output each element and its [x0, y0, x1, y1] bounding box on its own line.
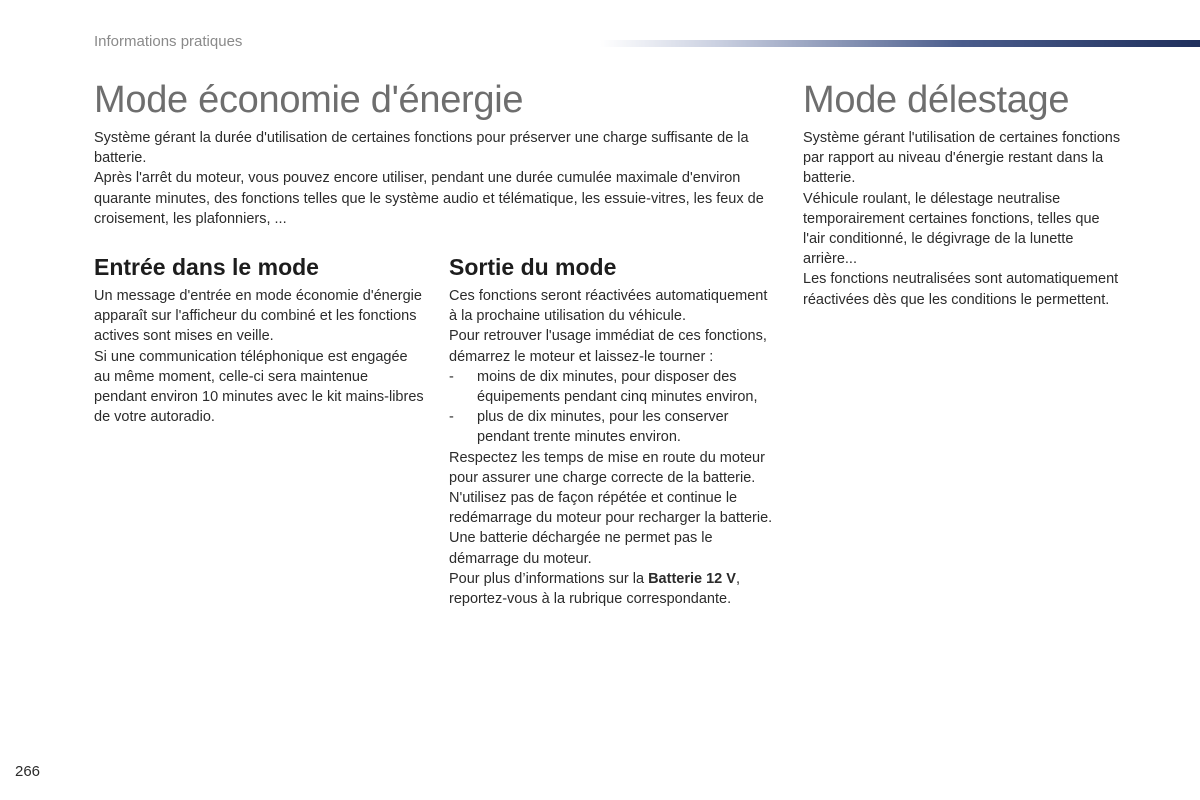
entry-mode-body [94, 286, 424, 427]
exit-mode-para-6-suffix: , reportez-vous à la rubrique correspondante. [449, 570, 740, 608]
exit-mode-para-5: Une batterie déchargée ne permet pas le démarrage du moteur. [449, 530, 713, 567]
dash-marker: - [449, 368, 454, 385]
exit-mode-para-2: Pour retrouver l'usage immédiat de ces fonctions, démarrez le moteur et laissez-le tourner : [449, 328, 767, 365]
exit-mode-para-3: Respectez les temps de mise en route du moteur pour assurer une charge correcte de la batterie. [449, 449, 765, 486]
load-shedding-para-1: Système gérant l'utilisation de certaines fonctions par rapport au niveau d'énergie restant dans la batterie. [803, 130, 1121, 187]
exit-mode-bullet-1-text: moins de dix minutes, pour disposer des équipements pendant cinq minutes environ, [477, 368, 758, 406]
exit-mode-para-1: Ces fonctions seront réactivées automatiquement à la prochaine utilisation du véhicule. [449, 288, 768, 325]
exit-mode-para-4: N'utilisez pas de façon répétée et continue le redémarrage du moteur pour recharger la batterie. [449, 490, 773, 527]
load-shedding-body [803, 128, 1125, 310]
dash-marker: - [449, 409, 454, 426]
entry-mode-para-1: Un message d'entrée en mode économie d'énergie apparaît sur l'afficheur du combiné et les fonctions actives sont mises en veille. [94, 288, 422, 345]
entry-mode-title: Entrée dans le mode [94, 254, 319, 280]
exit-mode-body [449, 286, 774, 609]
exit-mode-bullet-2-text: plus de dix minutes, pour les conserver pendant trente minutes environ. [477, 409, 729, 446]
economy-mode-intro [94, 128, 769, 229]
economy-mode-intro-1: Système gérant la durée d'utilisation de certaines fonctions pour préserver une charge suffisante de la batterie. [94, 130, 749, 167]
exit-mode-bullet-1 [449, 367, 774, 407]
load-shedding-title: Mode délestage [803, 79, 1070, 121]
page-number: 266 [15, 763, 41, 780]
exit-mode-bullet-2 [449, 407, 774, 447]
load-shedding-para-3: Les fonctions neutralisées sont automatiquement réactivées dès que les conditions le permettent. [803, 271, 1119, 308]
load-shedding-para-2: Véhicule roulant, le délestage neutralise temporairement certaines fonctions, telles que l'air conditionné, le dégivrage de la lunette arrière... [803, 190, 1100, 268]
entry-mode-para-2: Si une communication téléphonique est engagée au même moment, celle-ci sera maintenue pendant environ 10 minutes avec le kit mains-libres de votre autoradio. [94, 348, 424, 426]
exit-mode-para-6-prefix: Pour plus d’informations sur la [449, 570, 649, 587]
economy-mode-intro-2: Après l'arrêt du moteur, vous pouvez encore utiliser, pendant une durée cumulée maximale d'environ quarante minutes, des fonctions telles que le système audio et télématique, les essuie-vitres, les feux de croisement, les plafonniers, ... [94, 170, 764, 227]
exit-mode-para-6 [449, 569, 774, 609]
exit-mode-title: Sortie du mode [449, 254, 617, 280]
section-label: Informations pratiques [94, 33, 243, 50]
battery-reference: Batterie 12 V [648, 570, 736, 587]
economy-mode-title: Mode économie d'énergie [94, 79, 524, 121]
header-gradient-bar [600, 40, 1200, 47]
